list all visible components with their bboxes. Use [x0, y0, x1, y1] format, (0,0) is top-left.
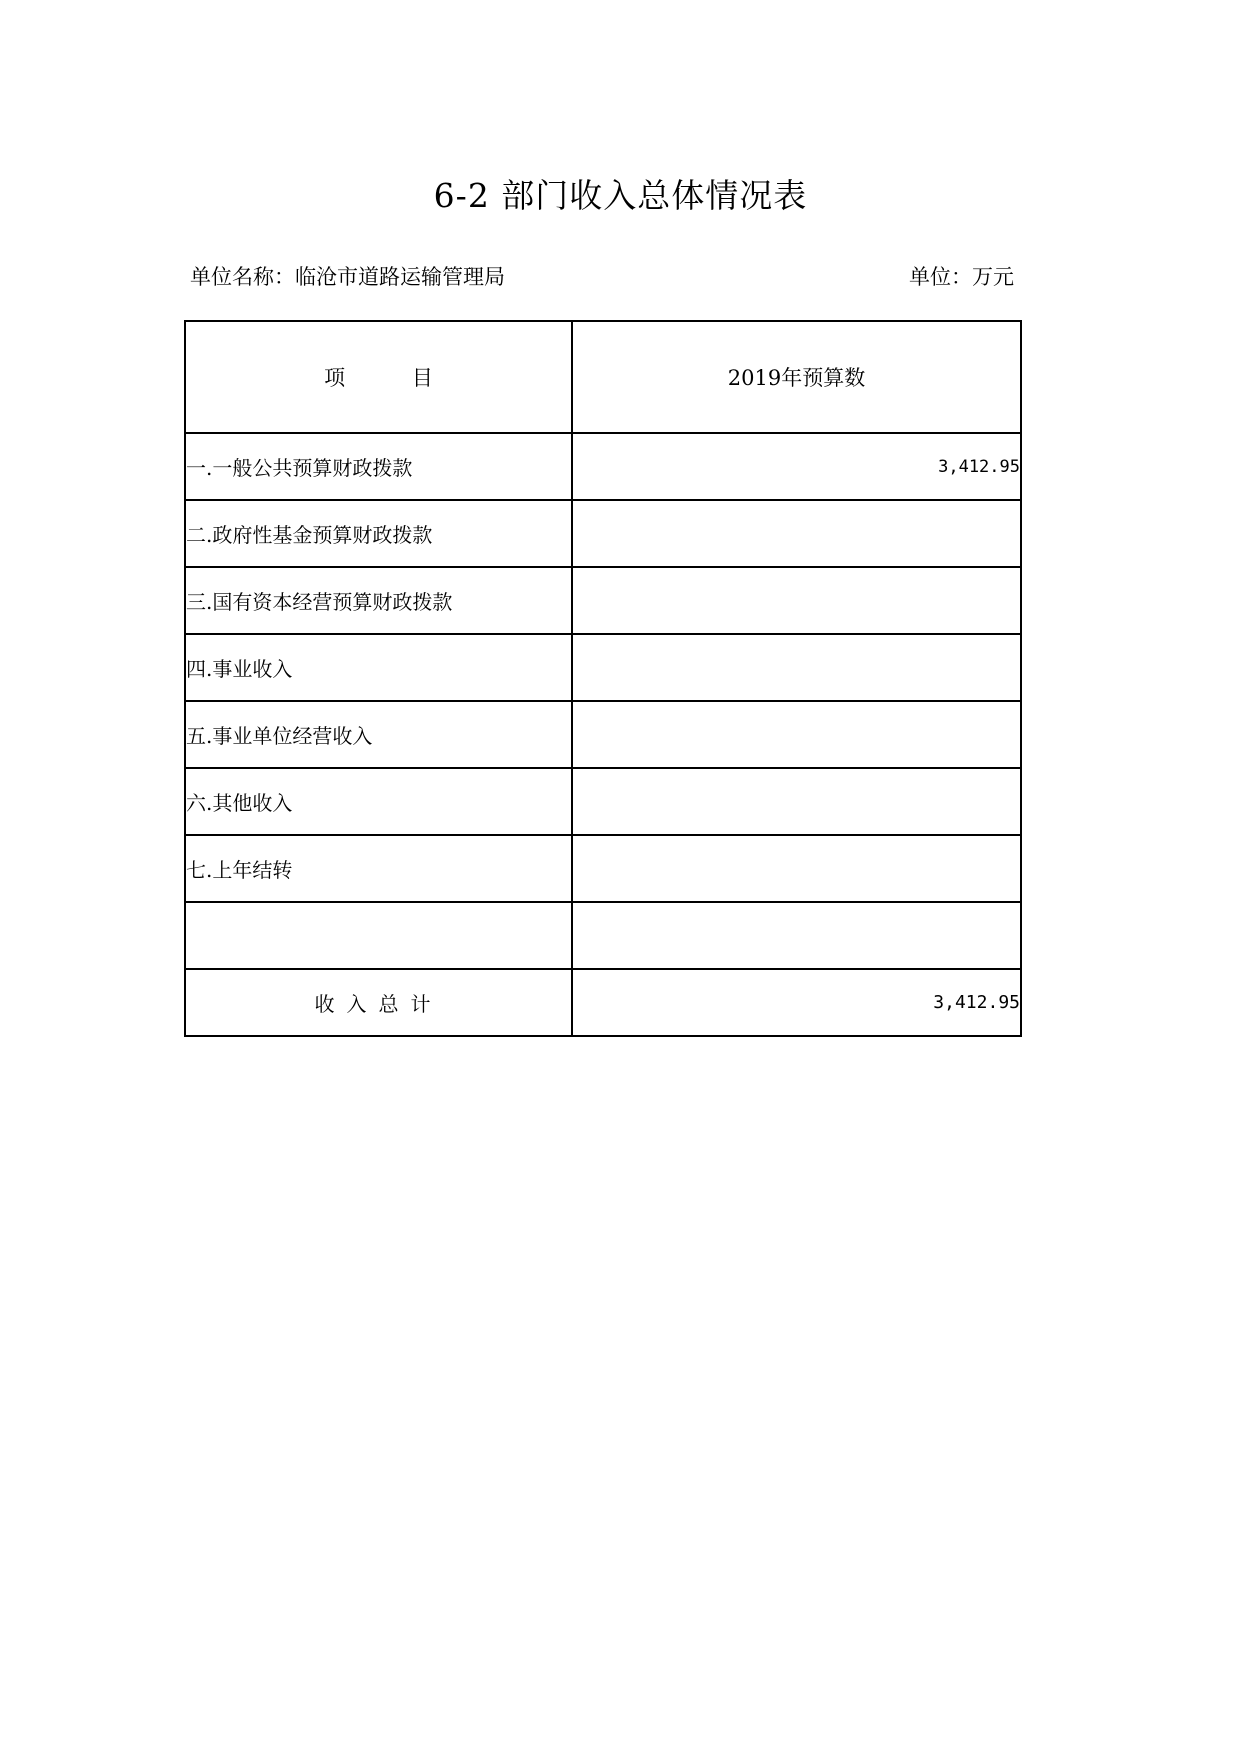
- table-row: [185, 634, 1021, 701]
- row-value: [572, 768, 1021, 835]
- row-item: 三.国有资本经营预算财政拨款: [185, 567, 572, 634]
- column-header-budget: 2019年预算数: [572, 321, 1021, 433]
- column-header-item-label: 项 目: [324, 366, 433, 390]
- total-value: 3,412.95: [572, 969, 1021, 1036]
- row-value: [572, 902, 1021, 969]
- table-row: [185, 902, 1021, 969]
- row-value: [572, 500, 1021, 567]
- total-label: 收入总计: [185, 969, 572, 1036]
- table-row: [185, 500, 1021, 567]
- row-value: [572, 634, 1021, 701]
- table-row: [185, 701, 1021, 768]
- unit-label: 单位：万元: [909, 265, 1014, 289]
- income-table: [184, 320, 1022, 1037]
- row-value: 3,412.95: [572, 433, 1021, 500]
- row-item: 五.事业单位经营收入: [185, 701, 572, 768]
- row-item: [185, 902, 572, 969]
- row-item: 六.其他收入: [185, 768, 572, 835]
- page-title: 6-2 部门收入总体情况表: [433, 176, 808, 215]
- column-header-item: [185, 321, 572, 433]
- unit-name: 单位名称：临沧市道路运输管理局: [190, 265, 505, 289]
- table-row: [185, 768, 1021, 835]
- row-value: [572, 567, 1021, 634]
- row-item: 七.上年结转: [185, 835, 572, 902]
- row-item: 二.政府性基金预算财政拨款: [185, 500, 572, 567]
- table-header-row: [185, 321, 1021, 433]
- row-value: [572, 701, 1021, 768]
- total-row: [185, 969, 1021, 1036]
- table-row: [185, 835, 1021, 902]
- row-item: 四.事业收入: [185, 634, 572, 701]
- table-row: [185, 433, 1021, 500]
- row-item: 一.一般公共预算财政拨款: [185, 433, 572, 500]
- table-row: [185, 567, 1021, 634]
- row-value: [572, 835, 1021, 902]
